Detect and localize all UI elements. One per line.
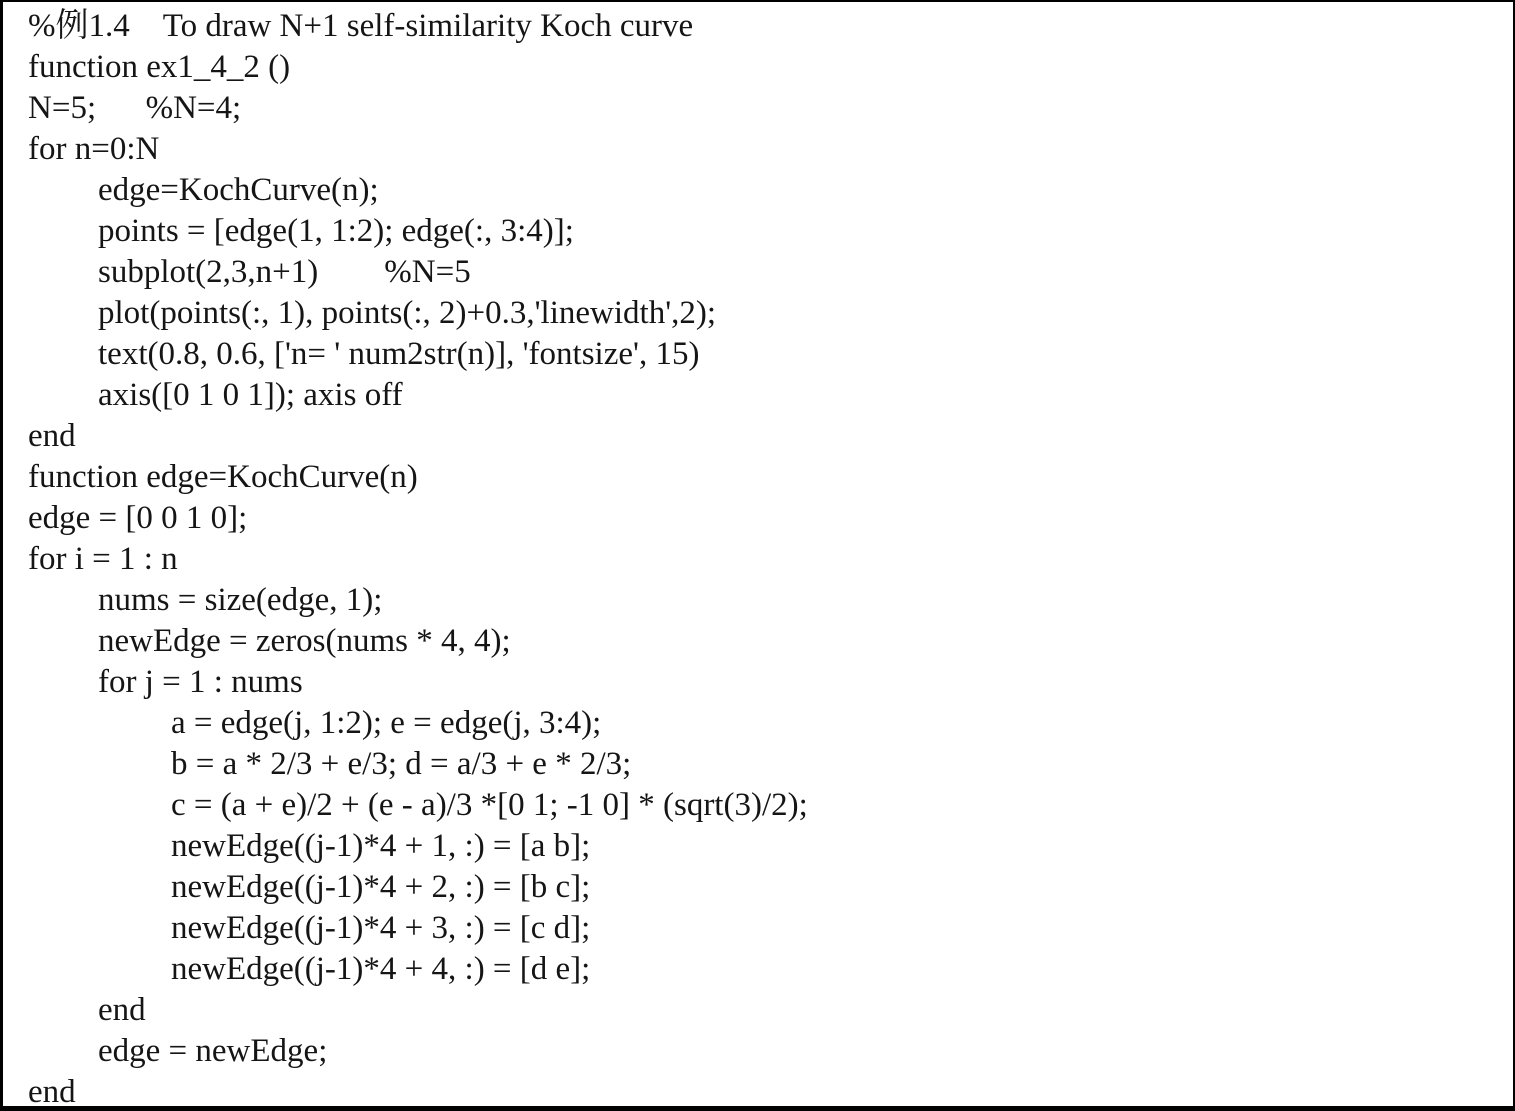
code-line: newEdge((j-1)*4 + 3, :) = [c d]; xyxy=(171,910,591,946)
code-line: newEdge = zeros(nums * 4, 4); xyxy=(98,623,511,659)
code-line: end xyxy=(98,992,146,1028)
code-line: edge=KochCurve(n); xyxy=(98,172,379,208)
code-line: function edge=KochCurve(n) xyxy=(28,459,418,495)
code-line: for j = 1 : nums xyxy=(98,664,303,700)
code-line: for i = 1 : n xyxy=(28,541,178,577)
code-line: a = edge(j, 1:2); e = edge(j, 3:4); xyxy=(171,705,602,741)
code-line: axis([0 1 0 1]); axis off xyxy=(98,377,403,413)
code-line-title-comment: %例1.4 To draw N+1 self-similarity Koch curve xyxy=(28,8,694,44)
code-line: points = [edge(1, 1:2); edge(:, 3:4)]; xyxy=(98,213,574,249)
code-line: newEdge((j-1)*4 + 1, :) = [a b]; xyxy=(171,828,591,864)
code-line: text(0.8, 0.6, ['n= ' num2str(n)], 'fontsize', 15) xyxy=(98,336,700,372)
code-line: subplot(2,3,n+1) %N=5 xyxy=(98,254,471,290)
code-line: b = a * 2/3 + e/3; d = a/3 + e * 2/3; xyxy=(171,746,632,782)
code-line: edge = newEdge; xyxy=(98,1033,328,1069)
code-line: newEdge((j-1)*4 + 4, :) = [d e]; xyxy=(171,951,591,987)
code-line: end xyxy=(28,1074,76,1110)
code-listing xyxy=(28,6,1513,1111)
code-line: c = (a + e)/2 + (e - a)/3 *[0 1; -1 0] * (sqrt(3)/2); xyxy=(171,787,808,823)
code-line: for n=0:N xyxy=(28,131,160,167)
code-line: end xyxy=(28,418,76,454)
code-line: nums = size(edge, 1); xyxy=(98,582,383,618)
code-line: newEdge((j-1)*4 + 2, :) = [b c]; xyxy=(171,869,591,905)
code-line: N=5; %N=4; xyxy=(28,90,242,126)
code-line: plot(points(:, 1), points(:, 2)+0.3,'linewidth',2); xyxy=(98,295,717,331)
code-line: function ex1_4_2 () xyxy=(28,49,291,85)
code-line: edge = [0 0 1 0]; xyxy=(28,500,248,536)
